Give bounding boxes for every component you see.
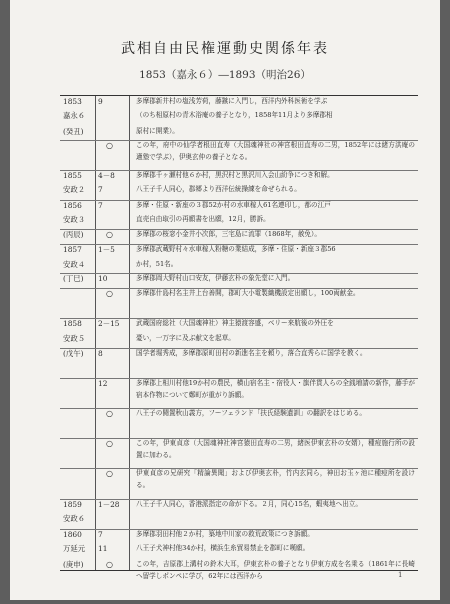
year-cell: (丁巳) — [63, 273, 84, 283]
date-cell: 10 — [98, 273, 108, 283]
circle-marker: ○ — [106, 438, 113, 448]
year-cell: (戊午) — [63, 349, 84, 359]
year-cell: (癸丑) — [63, 126, 84, 136]
event-cell: 八王子千人同心，香港派指定の命が下る。２月，同心15名，蝦夷地へ出立。 — [136, 500, 362, 508]
table-row — [60, 273, 418, 290]
table-row — [60, 348, 418, 379]
table-row — [60, 170, 418, 184]
table-row — [60, 529, 418, 543]
date-cell: 11 — [98, 544, 108, 554]
table-row — [60, 259, 418, 274]
event-cell: 原村に開業）。 — [136, 126, 179, 135]
year-cell: 安政３ — [63, 215, 86, 225]
event-cell: この年，吉原郡上溝村の鈴木大耳，伊東玄朴の養子となり伊東方成を名乗る（1861年に長崎へ留学しポンペに学び，62年には西洋から — [136, 559, 415, 580]
date-cell: 12 — [98, 379, 108, 389]
event-cell: 多摩郡岡大野村山口安友，伊藤玄朴の象先堂に入門。 — [136, 273, 295, 282]
page-subtitle: 1853（嘉永６）―1893（明治26） — [139, 69, 311, 81]
document-page — [10, 0, 440, 600]
event-cell: 多摩郡千ヶ瀬村他６か村，黒沢村と黒沢川入会山紛争につき和解。 — [136, 171, 334, 180]
table-row — [60, 96, 418, 110]
date-cell: 8 — [98, 349, 103, 359]
date-cell: 7 — [98, 185, 103, 195]
table-row — [60, 318, 418, 332]
event-cell: 憂い，一万字に及ぶ献文を起草。 — [136, 333, 235, 342]
table-row — [60, 126, 418, 141]
table-row — [60, 214, 418, 229]
table-row — [60, 559, 418, 604]
year-cell: 1856 — [63, 201, 82, 210]
table-row — [60, 229, 418, 246]
table-row — [60, 244, 418, 258]
year-cell: 1859 — [63, 500, 82, 509]
date-cell: 4－8 — [98, 171, 115, 181]
table-row — [60, 513, 418, 530]
year-cell: (丙辰) — [63, 229, 84, 239]
year-cell: 安政２ — [63, 185, 86, 195]
year-cell: 安政５ — [63, 333, 86, 343]
table-row — [60, 110, 418, 126]
event-cell: 多摩郡什島村名主井上台善開，郡町大小電製織機設定出願し，100両献金。 — [136, 289, 360, 298]
chronology-table — [60, 95, 418, 580]
year-cell: 1857 — [63, 245, 82, 255]
event-cell: 多摩郡新井村の塩浅芳荷，藤鏃に入門し，西洋内外科医術を学ぶ — [136, 97, 328, 105]
circle-marker: ○ — [106, 289, 113, 299]
event-cell: 伊東貞彦の兄研究「精論異聞」および伊奥玄朴，竹内玄同ら，神田お玉ヶ池に種痘所を設ける。 — [136, 468, 415, 489]
year-cell: 1860 — [63, 529, 82, 539]
event-cell: 多摩郡武蔵野村々水車稼人粉糖の業結成，多摩・住原・新座３郡56 — [136, 245, 336, 254]
event-cell: か村，51名。 — [136, 259, 178, 268]
event-cell: 国学者堀秀成，多摩郡原町田村の新進名主を頼り，落合直秀らに国学を教く。 — [136, 349, 367, 358]
year-cell: 1858 — [63, 319, 82, 329]
event-cell: 直売自由取引の再願書を出願，12月，勝訴。 — [136, 215, 270, 224]
table-row — [60, 543, 418, 559]
table-row — [60, 499, 418, 513]
date-cell: 7 — [98, 201, 103, 210]
year-cell: 安政６ — [63, 514, 86, 524]
year-cell: 安政４ — [63, 259, 86, 269]
event-cell: 八王子の闘置秋山義方，フーフェランド「扶氏経験遺訓」の翻訳をはじめる。 — [136, 409, 366, 417]
year-cell: 1855 — [63, 171, 82, 181]
table-row — [60, 184, 418, 201]
year-cell: 嘉永６ — [63, 111, 86, 121]
page-number: 1 — [398, 571, 403, 579]
event-cell: 多摩郡羽田村他２か村，築地中川家の救荒政策につき訴願。 — [136, 529, 314, 538]
table-row — [60, 438, 418, 469]
event-cell: この年，府中の仙学者根田直寿（大国魂神社の神宮根田直寿の二男，1852年には緒方洪庵の適塾で学ぶ），伊奥玄仲の養子となる。 — [136, 141, 415, 161]
table-row — [60, 378, 418, 409]
table-row — [60, 333, 418, 350]
table-row — [60, 200, 418, 214]
table-row — [60, 140, 418, 171]
year-cell: 万延元 — [63, 544, 86, 554]
table-row — [60, 408, 418, 439]
page-title: 武相自由民権運動史関係年表 — [121, 41, 329, 57]
event-cell: 多摩・住原・新座の３郡52か村の水車稼人61名連印し，都の江戸 — [136, 201, 331, 209]
event-cell: 八王子千人同心，郡郷より西洋伝統操練を命ぜられる。 — [136, 185, 301, 194]
date-cell: 2－15 — [98, 319, 120, 329]
event-cell: 武蔵国府総社（大国魂神社）神主猿渡容盛，ベリー来航後の外圧を — [136, 319, 334, 328]
event-cell: 多摩郡上相川村他19か村の農民，横山宿名主・宿役人・旗伴貫人らの全銭増請の新作，藤手が宿本作物について鄭町が重がり訴願。 — [136, 379, 415, 399]
event-cell: 八王子犬神村他34か村，横浜生糸貿易禁止を郡町に嘆願。 — [136, 544, 310, 553]
year-cell: (庚申) — [63, 559, 84, 569]
table-row — [60, 288, 418, 319]
circle-marker: ○ — [106, 559, 113, 569]
date-cell: 9 — [98, 97, 103, 106]
circle-marker: ○ — [106, 468, 113, 478]
date-cell: 1－5 — [98, 245, 115, 255]
year-cell: 1853 — [63, 97, 82, 106]
date-cell: 1－28 — [98, 500, 120, 509]
circle-marker: ○ — [106, 409, 113, 418]
event-cell: この年，伊東貞彦（大国魂神社神宮猿田直寿の二男，緒医伊東玄朴の女婿），種痘施行所の設置に加わる。 — [136, 438, 415, 459]
date-cell: 7 — [98, 529, 103, 539]
event-cell: 多摩郡の桜窓小金井小次郎，三宅島に流罪（1868年，赦免）。 — [136, 229, 321, 238]
circle-marker: ○ — [106, 141, 113, 151]
table-row — [60, 468, 418, 500]
circle-marker: ○ — [106, 229, 113, 239]
event-cell: （のち相原村の青木浴庵の養子となり，1858年11月より多摩郡相 — [136, 111, 333, 120]
